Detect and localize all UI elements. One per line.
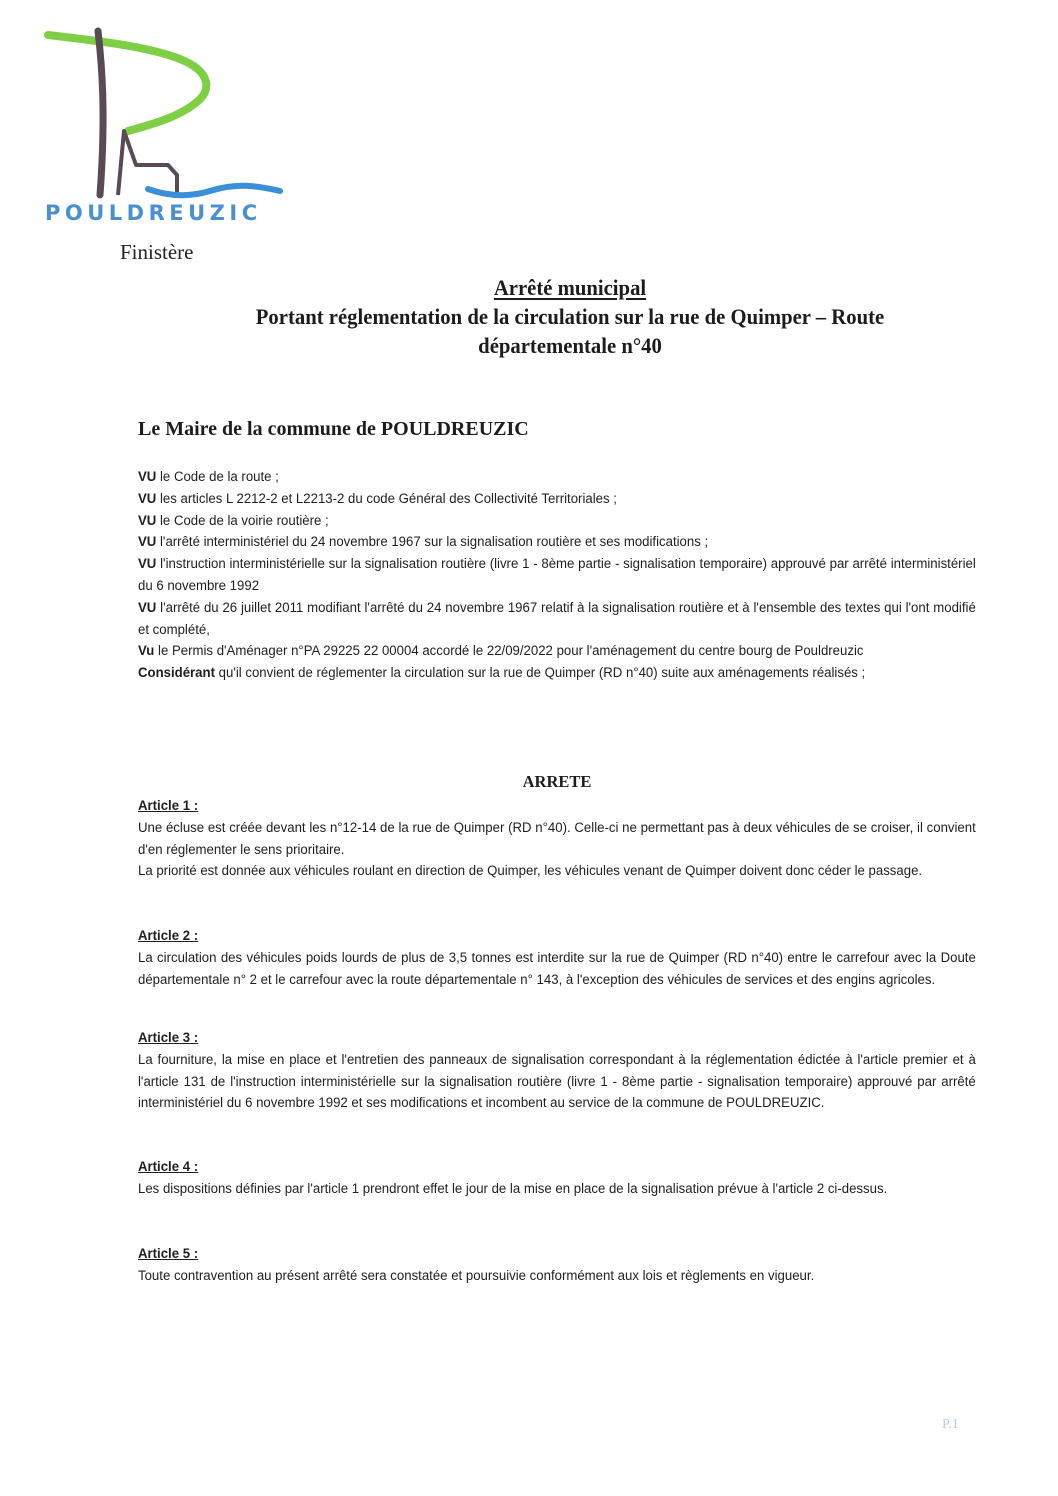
article-paragraph: La priorité est donnée aux véhicules roulant en direction de Quimper, les véhicules venant de Quimper doivent donc céder le passage. [138, 863, 923, 880]
article-paragraph: Une écluse est créée devant les n°12-14 de la rue de Quimper (RD n°40). Celle-ci ne permettant pas à deux véhicules de se croiser, il convient d'en réglementer le sens prioritaire. [138, 819, 976, 858]
article-paragraph: Les dispositions définies par l'article 1 prendront effet le jour de la mise en place de la signalisation prévue à l'article 2 ci-dessus. [138, 1180, 888, 1197]
consideration-text: le Code de la route ; [156, 469, 279, 485]
logo-brown-shape [118, 131, 177, 195]
consideration-item [138, 511, 976, 533]
article-title: Article 4 : [138, 1159, 199, 1175]
consideration-item [138, 467, 976, 489]
consideration-text: le Permis d'Aménager n°PA 29225 22 00004 accordé le 22/09/2022 pour l'aménagement du centre bourg de Pouldreuzic [154, 643, 864, 660]
consideration-item [138, 598, 976, 642]
consideration-lead: VU [138, 534, 157, 551]
consideration-lead: VU [138, 512, 157, 529]
consideration-item [138, 663, 976, 685]
article-paragraph: La circulation des véhicules poids lourds de plus de 3,5 tonnes est interdite sur la rue de Quimper (RD n°40) entre le carrefour avec la Doute départementale n° 2 et le carrefour avec la route départementale n° 143, à l'exception des véhicules de services et des engins agricoles. [138, 949, 976, 988]
consideration-lead: VU [138, 490, 157, 507]
article-2 [138, 926, 976, 991]
document-title [138, 273, 1003, 360]
consideration-text: qu'il convient de réglementer la circulation sur la rue de Quimper (RD n°40) suite aux aménagements réalisés ; [214, 665, 866, 682]
article-title: Article 3 : [138, 1030, 199, 1046]
logo-text: POULDREUZIC [45, 201, 262, 225]
title-line-1: Arrêté municipal [493, 275, 647, 300]
consideration-item [138, 641, 976, 663]
consideration-item [138, 532, 976, 554]
article-1 [138, 796, 976, 883]
consideration-lead: Considérant [138, 665, 215, 682]
article-title: Article 1 : [138, 798, 199, 814]
considerations-list [138, 467, 976, 685]
arrete-heading: ARRETE [522, 772, 592, 791]
consideration-text: les articles L 2212-2 et L2213-2 du code Général des Collectivité Territoriales ; [156, 490, 617, 507]
consideration-item [138, 489, 976, 511]
article-4 [138, 1157, 976, 1201]
consideration-lead: VU [138, 469, 157, 485]
logo-blue-wave [148, 186, 280, 196]
consideration-lead: Vu [138, 643, 155, 660]
logo-green-ribbon [48, 35, 206, 131]
title-line-2: Portant réglementation de la circulation sur la rue de Quimper – Route [255, 304, 885, 329]
logo-brown-stroke [98, 31, 103, 195]
mayor-heading: Le Maire de la commune de POULDREUZIC [138, 418, 529, 440]
page-number: P.1 [942, 1417, 959, 1432]
consideration-text: l'arrêté interministériel du 24 novembre 1967 sur la signalisation routière et ses modifications ; [156, 534, 709, 551]
article-title: Article 5 : [138, 1246, 199, 1262]
article-paragraph: Toute contravention au présent arrêté sera constatée et poursuivie conformément aux lois et règlements en vigueur. [138, 1267, 815, 1284]
article-5 [138, 1244, 976, 1288]
article-paragraph: La fourniture, la mise en place et l'entretien des panneaux de signalisation correspondant à la réglementation édictée à l'article premier et à l'article 131 de l'instruction interministérielle sur la signalisation routière (livre 1 - 8ème partie - signalisation temporaire) approuvé par arrêté interministériel du 6 novembre 1992 et ses modifications et incombent au service de la commune de POULDREUZIC. [138, 1051, 976, 1112]
title-line-3: départementale n°40 [478, 333, 662, 358]
logo-emblem-icon [40, 25, 290, 205]
consideration-text: le Code de la voirie routière ; [156, 512, 329, 529]
consideration-lead: VU [138, 556, 157, 573]
commune-logo [40, 25, 290, 235]
article-title: Article 2 : [138, 928, 199, 944]
article-3 [138, 1028, 976, 1115]
consideration-item [138, 554, 976, 598]
consideration-text: l'instruction interministérielle sur la signalisation routière (livre 1 - 8ème partie - signalisation temporaire) approuvé par arrêté interministériel du 6 novembre 1992 [138, 556, 976, 594]
consideration-text: l'arrêté du 26 juillet 2011 modifiant l'arrêté du 24 novembre 1967 relatif à la signalisation routière et à l'ensemble des textes qui l'ont modifié et complété, [138, 599, 976, 638]
department-label: Finistère [120, 240, 194, 264]
consideration-lead: VU [138, 599, 157, 616]
